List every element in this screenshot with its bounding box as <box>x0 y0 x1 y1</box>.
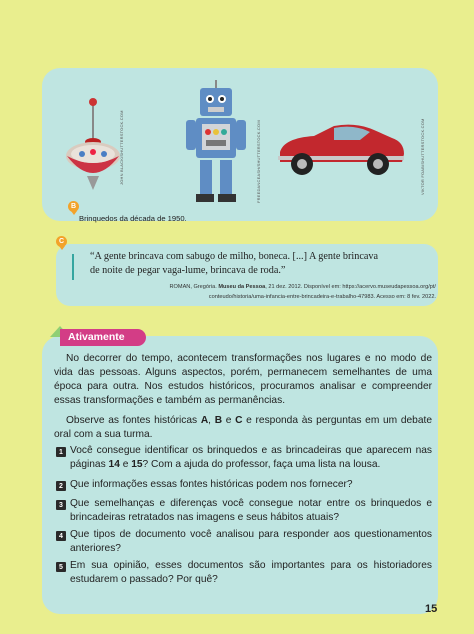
question-text: Em sua opinião, esses documentos são importantes para os historiadores estudarem o passado? Por quê? <box>70 560 432 585</box>
question-number: 4 <box>56 531 66 541</box>
question-text: Que tipos de documento você analisou para responder aos questionamentos anteriores? <box>70 529 432 554</box>
pedal-car-image <box>274 120 408 178</box>
question-number: 2 <box>56 481 66 491</box>
quote-line: “A gente brincava com sabugo de milho, boneca. [...] A gente brincava <box>90 251 378 262</box>
question-text: Que informações essas fontes históricas podem nos fornecer? <box>70 479 353 490</box>
question-text <box>70 444 432 472</box>
section-tag-label: Ativamente <box>60 329 146 346</box>
ref-url: conteudo/historia/uma-infancia-entre-brincadeira-e-trabalho-47983. Acesso em: 8 fev. 2022. <box>208 294 436 300</box>
image-credit: FREEDANCEASH/SHUTTERSTOCK.COM <box>256 120 261 203</box>
quote-text <box>90 250 432 278</box>
spinning-top-image <box>62 98 124 194</box>
image-caption: Brinquedos da década de 1950. <box>79 214 187 223</box>
intro-paragraph: No decorrer do tempo, acontecem transformações nos lugares e no modo de vida das pessoas. Alguns aspectos, porém, permanecem semelhantes de uma época para outra. Nos estudos históricos, procuramos analisar e compreender essas transformações e também as permanências. <box>54 353 432 406</box>
robot-toy-image <box>186 80 246 206</box>
page-ref: 15 <box>131 459 143 470</box>
question-text: Que semelhanças e diferenças você consegue notar entre os brinquedos e brincadeiras retratados nas imagens e seus hábitos atuais? <box>70 498 432 523</box>
image-credit: VIKTOR FOAB/SHUTTERSTOCK.COM <box>420 118 425 195</box>
quote-bar <box>72 254 74 280</box>
instruction-text: e <box>222 415 236 426</box>
quote-line: de noite de pegar vaga-lume, brincava de roda.” <box>90 265 286 276</box>
instruction-paragraph <box>54 414 432 442</box>
instruction-text: Observe as fontes históricas <box>66 415 201 426</box>
quote-reference <box>108 282 436 302</box>
question-part: e <box>119 459 132 470</box>
ref-title: Museu da Pessoa <box>218 284 266 290</box>
ref-author: ROMAN, Gregória. <box>169 284 219 290</box>
image-credit: JOHN BLACK/SHUTTERSTOCK.COM <box>119 110 124 185</box>
source-b-marker: B <box>68 201 79 212</box>
page-number: 15 <box>425 603 438 615</box>
source-label: A <box>200 415 209 426</box>
instruction-text: e responda às perguntas em um debate oral com a sua turma. <box>54 415 433 440</box>
source-c-marker: C <box>56 236 67 247</box>
question-number: 3 <box>56 500 66 510</box>
page-ref: 14 <box>108 459 120 470</box>
question-part: Você consegue identificar os brinquedos e as brincadeiras que aparecem nas páginas <box>70 445 432 470</box>
instruction-text: , <box>208 415 215 426</box>
source-label: B <box>214 415 223 426</box>
question-number: 1 <box>56 447 66 457</box>
source-label: C <box>235 415 243 426</box>
question-part: ? Com a ajuda do professor, faça uma lista na lousa. <box>142 459 381 470</box>
question-number: 5 <box>56 562 66 572</box>
ref-rest: , 21 dez. 2012. Disponível em: https://acervo.museudapessoa.org/pt/ <box>265 284 436 290</box>
